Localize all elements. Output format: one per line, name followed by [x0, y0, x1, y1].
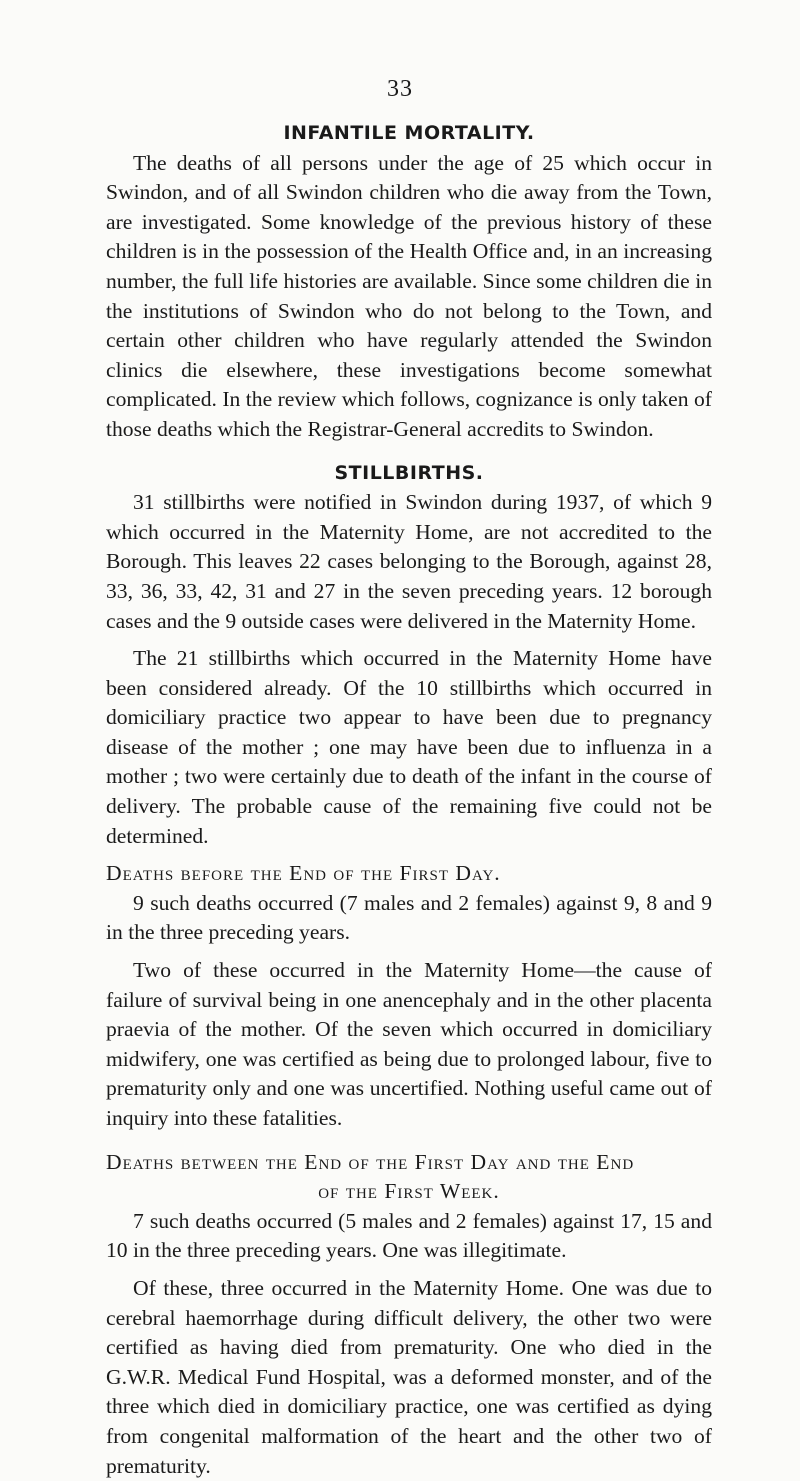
heading-first-week-line-1: Deaths between the End of the First Day and the End — [106, 1149, 635, 1174]
paragraph-first-week-2: Of these, three occurred in the Maternity Home. One was due to cerebral haemorrhage during difficult delivery, the other two were certified as having died from prematurity. One who died in the G.W.R. Medical Fund Hospital, was a deformed monster, and of the three which died in domiciliary practice, one was certified as dying from congenital malformation of the heart and the other two of prematurity. — [106, 1275, 712, 1478]
paragraph-stillbirths-1: 31 stillbirths were notified in Swindon during 1937, of which 9 which occurred in the Maternity Home, are not accredited to the Borough. This leaves 22 cases belonging to the Borough, against 28, 33, 36, 33, 42, 31 and 27 in the seven preceding years. 12 borough cases and the 9 outside cases were delivered in the Maternity Home. — [106, 490, 712, 633]
paragraph-stillbirths-2: The 21 stillbirths which occurred in the Maternity Home have been considered already. Of the 10 stillbirths which occurred in domiciliary practice two appear to have been due to pregnancy disease of the mother ; one may have been due to influenza in a mother ; two were certainly due to death of the infant in the course of delivery. The probable cause of the remaining five could not be determined. — [106, 646, 712, 848]
page-number: 33 — [387, 76, 413, 102]
heading-first-week — [106, 1148, 712, 1207]
heading-first-week-line-2: of the First Week. — [318, 1179, 500, 1204]
paragraph-first-week-1: 7 such deaths occurred (5 males and 2 females) against 17, 15 and 10 in the three preceding years. One was illegitimate. — [106, 1208, 712, 1263]
heading-infantile-mortality: INFANTILE MORTALITY. — [283, 122, 535, 144]
paragraph-first-day-1: 9 such deaths occurred (7 males and 2 females) against 9, 8 and 9 in the three preceding years. — [106, 890, 712, 945]
heading-first-day: Deaths before the End of the First Day. — [106, 861, 501, 886]
page-content — [106, 117, 712, 1481]
paragraph-infantile-mortality: The deaths of all persons under the age of 25 which occur in Swindon, and of all Swindon children who die away from the Town, are investigated. Some knowledge of the previous history of these children is in the possession of the Health Office and, in an increasing number, the full life histories are available. Since some children die in the institutions of Swindon who do not belong to the Town, and certain other children who have regularly attended the Swindon clinics die elsewhere, these investigations become somewhat complicated. In the review which follows, cognizance is only taken of those deaths which the Registrar-General accredits to Swindon. — [106, 150, 712, 441]
heading-stillbirths: STILLBIRTHS. — [334, 461, 484, 484]
paragraph-first-day-2: Two of these occurred in the Maternity Home—the cause of failure of survival being in one anencephaly and in the other placenta praevia of the mother. Of the seven which occurred in domiciliary midwifery, one was certified as being due to prolonged labour, five to prematurity only and one was uncertified. Nothing useful came out of inquiry into these fatalities. — [106, 958, 712, 1130]
